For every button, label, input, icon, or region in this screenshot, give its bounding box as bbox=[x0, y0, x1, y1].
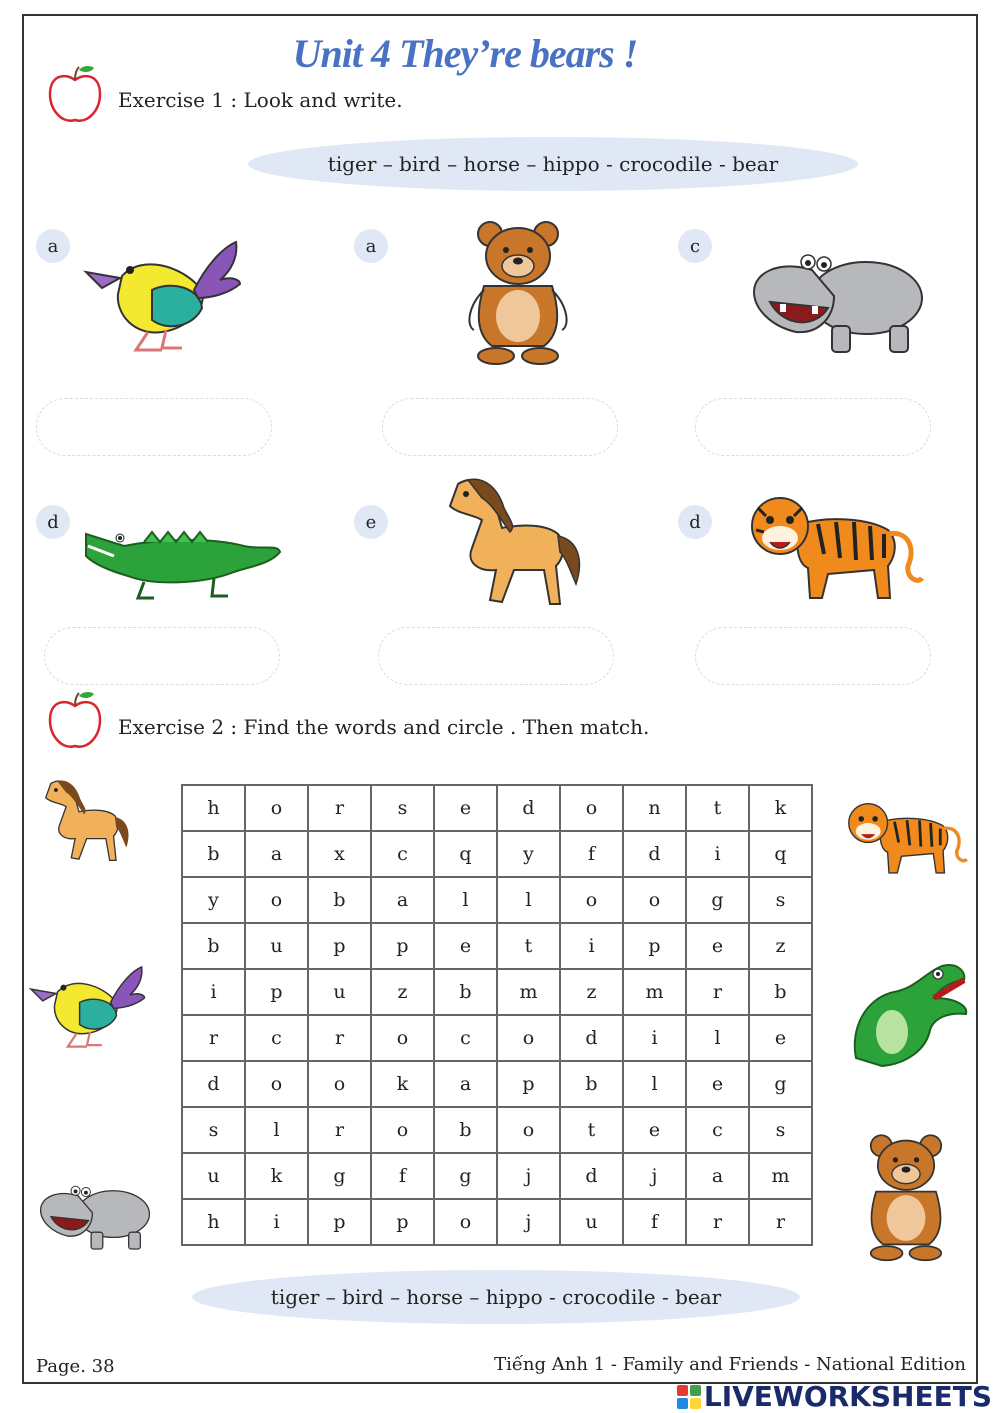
grid-cell[interactable]: e bbox=[749, 1015, 812, 1061]
grid-cell[interactable]: g bbox=[434, 1153, 497, 1199]
grid-cell[interactable]: p bbox=[308, 923, 371, 969]
grid-cell[interactable]: c bbox=[686, 1107, 749, 1153]
grid-cell[interactable]: o bbox=[497, 1015, 560, 1061]
answer-box-d[interactable] bbox=[44, 627, 280, 685]
grid-cell[interactable]: s bbox=[371, 785, 434, 831]
grid-cell[interactable]: m bbox=[749, 1153, 812, 1199]
grid-cell[interactable]: p bbox=[371, 1199, 434, 1245]
answer-box-e[interactable] bbox=[378, 627, 614, 685]
grid-cell[interactable]: z bbox=[749, 923, 812, 969]
grid-cell[interactable]: b bbox=[560, 1061, 623, 1107]
grid-cell[interactable]: p bbox=[371, 923, 434, 969]
bird-icon[interactable] bbox=[28, 962, 146, 1056]
word-search-grid bbox=[181, 784, 813, 1246]
grid-cell[interactable]: d bbox=[497, 785, 560, 831]
grid-cell[interactable]: q bbox=[749, 831, 812, 877]
book-title: Tiếng Anh 1 - Family and Friends - National Edition bbox=[494, 1354, 966, 1375]
watermark-text: LIVEWORKSHEETS bbox=[703, 1380, 992, 1413]
grid-cell[interactable]: p bbox=[308, 1199, 371, 1245]
grid-cell[interactable]: o bbox=[245, 785, 308, 831]
grid-cell[interactable]: s bbox=[749, 1107, 812, 1153]
grid-cell[interactable]: b bbox=[182, 831, 245, 877]
grid-cell[interactable]: o bbox=[623, 877, 686, 923]
grid-cell[interactable]: r bbox=[686, 1199, 749, 1245]
grid-cell[interactable]: r bbox=[308, 785, 371, 831]
page-title: Unit 4 They’re bears ! bbox=[292, 31, 638, 76]
grid-cell[interactable]: r bbox=[182, 1015, 245, 1061]
grid-cell[interactable]: o bbox=[308, 1061, 371, 1107]
grid-cell[interactable]: z bbox=[560, 969, 623, 1015]
item-letter: d bbox=[678, 505, 712, 539]
answer-box-f[interactable] bbox=[695, 627, 931, 685]
hippo-icon bbox=[750, 246, 926, 356]
grid-cell[interactable]: a bbox=[686, 1153, 749, 1199]
grid-cell[interactable]: d bbox=[560, 1153, 623, 1199]
answer-box-b[interactable] bbox=[382, 398, 618, 456]
grid-cell[interactable]: b bbox=[434, 969, 497, 1015]
grid-cell[interactable]: i bbox=[245, 1199, 308, 1245]
grid-row bbox=[182, 1153, 812, 1199]
grid-cell[interactable]: i bbox=[182, 969, 245, 1015]
grid-cell[interactable]: s bbox=[749, 877, 812, 923]
grid-cell[interactable]: d bbox=[560, 1015, 623, 1061]
grid-cell[interactable]: b bbox=[749, 969, 812, 1015]
grid-cell[interactable]: h bbox=[182, 1199, 245, 1245]
word-bank-1: tiger – bird – horse – hippo - crocodile - bear bbox=[248, 137, 858, 191]
grid-cell[interactable]: s bbox=[182, 1107, 245, 1153]
horse-icon[interactable] bbox=[38, 774, 134, 870]
hippo-icon[interactable] bbox=[38, 1180, 152, 1252]
grid-cell[interactable]: m bbox=[623, 969, 686, 1015]
grid-cell[interactable]: o bbox=[497, 1107, 560, 1153]
grid-cell[interactable]: r bbox=[749, 1199, 812, 1245]
grid-cell[interactable]: o bbox=[560, 877, 623, 923]
grid-cell[interactable]: e bbox=[686, 923, 749, 969]
grid-cell[interactable]: o bbox=[560, 785, 623, 831]
grid-cell[interactable]: j bbox=[497, 1199, 560, 1245]
grid-row bbox=[182, 1015, 812, 1061]
grid-cell[interactable]: b bbox=[182, 923, 245, 969]
grid-cell[interactable]: k bbox=[749, 785, 812, 831]
grid-row bbox=[182, 831, 812, 877]
grid-cell[interactable]: i bbox=[560, 923, 623, 969]
grid-cell[interactable]: o bbox=[245, 1061, 308, 1107]
grid-row bbox=[182, 969, 812, 1015]
bear-icon[interactable] bbox=[856, 1130, 956, 1262]
grid-cell[interactable]: m bbox=[497, 969, 560, 1015]
grid-cell[interactable]: u bbox=[308, 969, 371, 1015]
grid-row bbox=[182, 1199, 812, 1245]
exercise-1-instruction: Exercise 1 : Look and write. bbox=[118, 88, 403, 112]
grid-cell[interactable]: l bbox=[245, 1107, 308, 1153]
horse-icon bbox=[438, 474, 588, 614]
grid-cell[interactable]: r bbox=[308, 1107, 371, 1153]
grid-cell[interactable]: z bbox=[371, 969, 434, 1015]
grid-cell[interactable]: q bbox=[434, 831, 497, 877]
grid-cell[interactable]: u bbox=[182, 1153, 245, 1199]
bear-icon bbox=[462, 216, 574, 366]
grid-row bbox=[182, 877, 812, 923]
grid-cell[interactable]: l bbox=[623, 1061, 686, 1107]
grid-cell[interactable]: o bbox=[434, 1199, 497, 1245]
answer-box-c[interactable] bbox=[695, 398, 931, 456]
grid-cell[interactable]: c bbox=[245, 1015, 308, 1061]
tiger-icon bbox=[748, 494, 924, 604]
grid-cell[interactable]: e bbox=[686, 1061, 749, 1107]
grid-cell[interactable]: l bbox=[686, 1015, 749, 1061]
grid-cell[interactable]: c bbox=[434, 1015, 497, 1061]
grid-cell[interactable]: y bbox=[182, 877, 245, 923]
tiger-icon[interactable] bbox=[846, 800, 968, 878]
grid-cell[interactable]: y bbox=[497, 831, 560, 877]
grid-cell[interactable]: p bbox=[497, 1061, 560, 1107]
grid-cell[interactable]: r bbox=[686, 969, 749, 1015]
grid-cell[interactable]: t bbox=[686, 785, 749, 831]
apple-icon bbox=[46, 690, 104, 752]
grid-cell[interactable]: k bbox=[245, 1153, 308, 1199]
grid-cell[interactable]: r bbox=[308, 1015, 371, 1061]
grid-cell[interactable]: i bbox=[623, 1015, 686, 1061]
grid-cell[interactable]: b bbox=[434, 1107, 497, 1153]
grid-cell[interactable]: a bbox=[245, 831, 308, 877]
grid-row bbox=[182, 1061, 812, 1107]
grid-cell[interactable]: d bbox=[623, 831, 686, 877]
apple-icon bbox=[46, 64, 104, 126]
item-letter: a bbox=[354, 229, 388, 263]
answer-box-a[interactable] bbox=[36, 398, 272, 456]
grid-cell[interactable]: k bbox=[371, 1061, 434, 1107]
grid-cell[interactable]: p bbox=[623, 923, 686, 969]
grid-cell[interactable]: g bbox=[308, 1153, 371, 1199]
liveworksheets-logo bbox=[677, 1380, 992, 1413]
grid-cell[interactable]: p bbox=[245, 969, 308, 1015]
item-letter: e bbox=[354, 505, 388, 539]
grid-cell[interactable]: j bbox=[623, 1153, 686, 1199]
grid-cell[interactable]: e bbox=[623, 1107, 686, 1153]
grid-cell[interactable]: t bbox=[497, 923, 560, 969]
grid-cell[interactable]: i bbox=[686, 831, 749, 877]
grid-cell[interactable]: g bbox=[749, 1061, 812, 1107]
grid-row bbox=[182, 923, 812, 969]
grid-cell[interactable]: n bbox=[623, 785, 686, 831]
page-number: Page. 38 bbox=[36, 1356, 115, 1377]
grid-cell[interactable]: t bbox=[560, 1107, 623, 1153]
exercise-2-instruction: Exercise 2 : Find the words and circle . Then match. bbox=[118, 715, 650, 739]
item-letter: a bbox=[36, 229, 70, 263]
grid-cell[interactable]: l bbox=[497, 877, 560, 923]
grid-cell[interactable]: o bbox=[371, 1107, 434, 1153]
grid-cell[interactable]: u bbox=[560, 1199, 623, 1245]
crocodile-icon[interactable] bbox=[846, 958, 970, 1070]
liveworksheets-icon bbox=[677, 1385, 701, 1409]
grid-cell[interactable]: d bbox=[182, 1061, 245, 1107]
grid-cell[interactable]: f bbox=[560, 831, 623, 877]
grid-cell[interactable]: e bbox=[434, 785, 497, 831]
grid-cell[interactable]: a bbox=[371, 877, 434, 923]
item-letter: d bbox=[36, 505, 70, 539]
grid-cell[interactable]: u bbox=[245, 923, 308, 969]
grid-cell[interactable]: a bbox=[434, 1061, 497, 1107]
crocodile-icon bbox=[84, 516, 282, 602]
item-letter: c bbox=[678, 229, 712, 263]
grid-cell[interactable]: e bbox=[434, 923, 497, 969]
grid-cell[interactable]: l bbox=[434, 877, 497, 923]
grid-cell[interactable]: f bbox=[623, 1199, 686, 1245]
grid-row bbox=[182, 1107, 812, 1153]
bird-icon bbox=[82, 236, 242, 362]
grid-cell[interactable]: x bbox=[308, 831, 371, 877]
grid-row bbox=[182, 785, 812, 831]
grid-cell[interactable]: f bbox=[371, 1153, 434, 1199]
grid-cell[interactable]: b bbox=[308, 877, 371, 923]
grid-cell[interactable]: o bbox=[245, 877, 308, 923]
grid-cell[interactable]: j bbox=[497, 1153, 560, 1199]
grid-cell[interactable]: h bbox=[182, 785, 245, 831]
word-bank-2: tiger – bird – horse – hippo - crocodile - bear bbox=[192, 1270, 800, 1324]
grid-cell[interactable]: g bbox=[686, 877, 749, 923]
grid-cell[interactable]: o bbox=[371, 1015, 434, 1061]
grid-cell[interactable]: c bbox=[371, 831, 434, 877]
